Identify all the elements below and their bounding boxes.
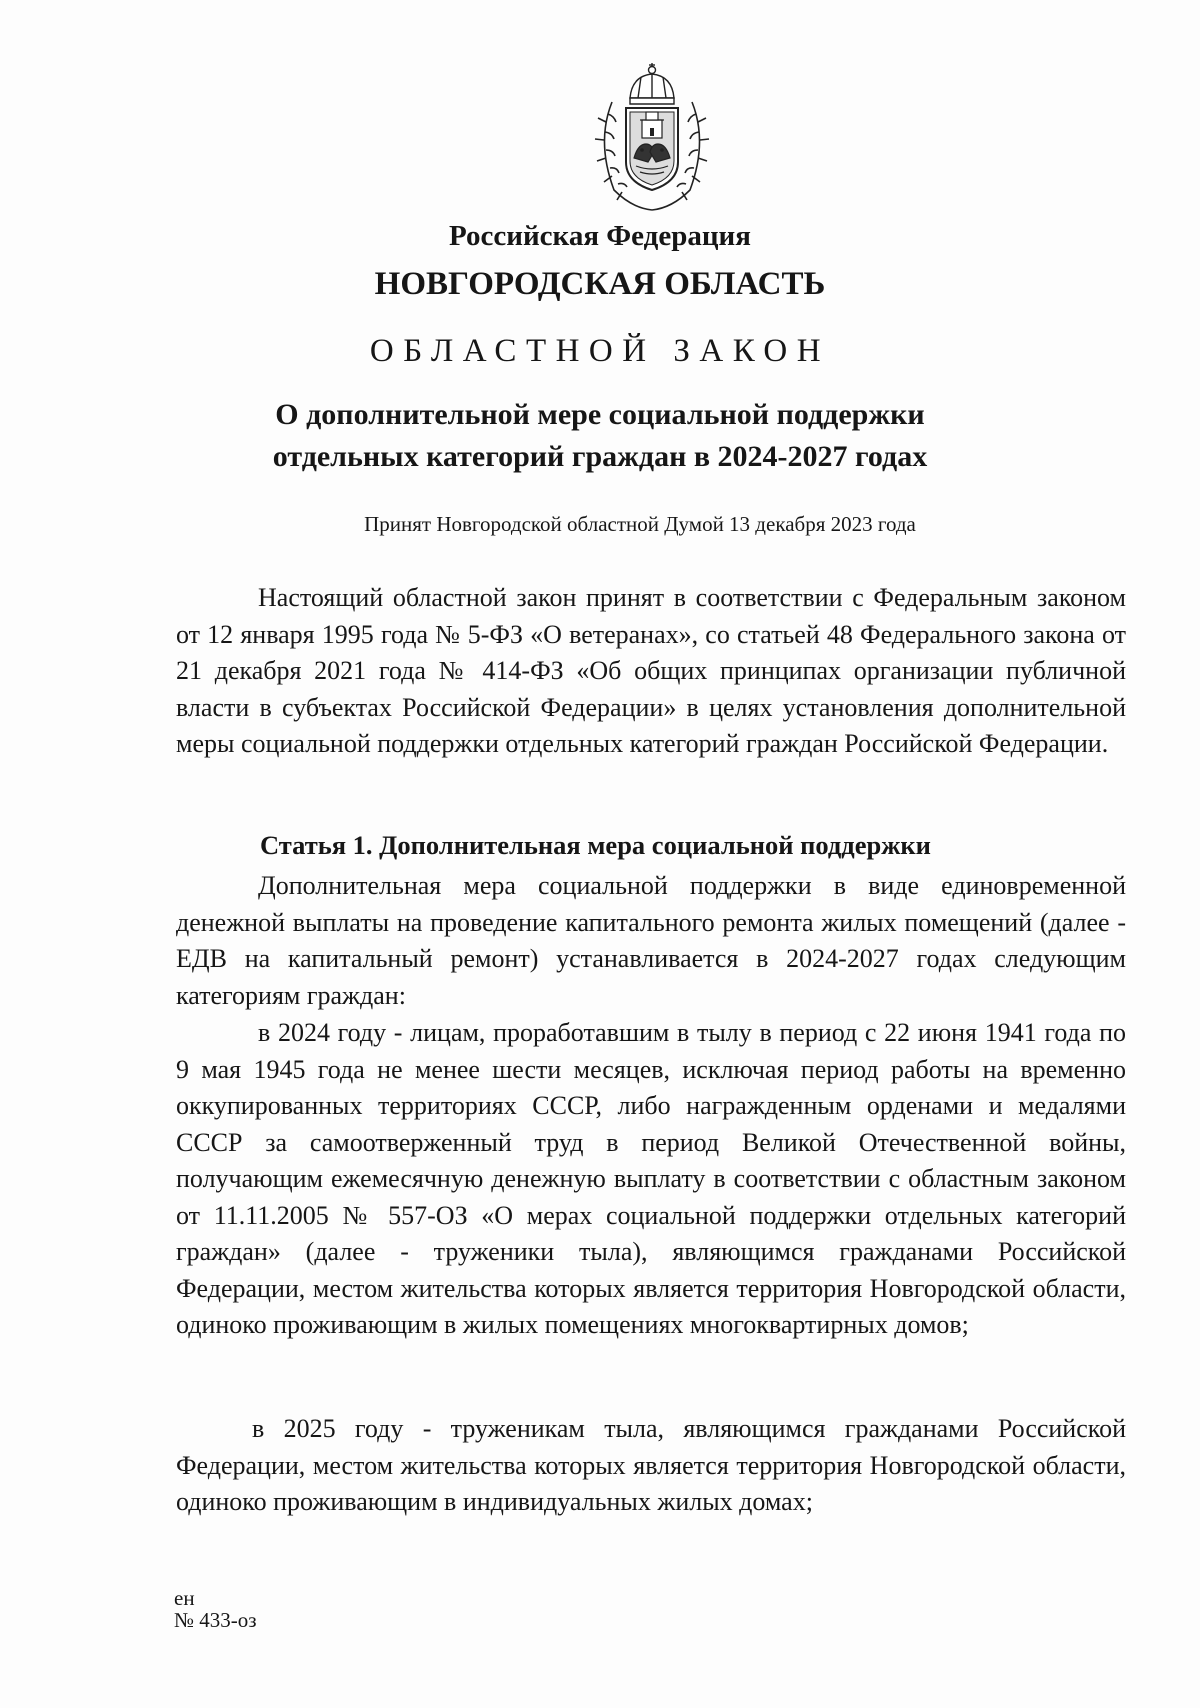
footer-initials: ен [174,1586,195,1610]
article-1-paragraph-1: Дополнительная мера социальной поддержки в виде единовременной денежной выплаты на проведение капитального ремонта жилых помещений (далее - ЕДВ на капитальный ремонт) устанавливается в 2024-2027 годах следующим категориям граждан: [176,871,1126,1010]
law-title-line-2: отдельных категорий граждан в 2024-2027 годах [272,440,928,473]
coat-of-arms-icon [592,62,712,212]
country-name: Российская Федерация [449,220,751,252]
preamble-paragraph: Настоящий областной закон принят в соответствии с Федеральным законом от 12 января 1995 года № 5-ФЗ «О ветеранах», со статьей 48 Федерального закона от 21 декабря 2021 года № 414-ФЗ «Об общих принципах организации публичной власти в субъектах Российской Федерации» в целях установления дополнительной меры социальной поддержки отдельных категорий граждан Российской Федерации. [176,583,1126,758]
law-title-line-1: О дополнительной мере социальной поддержки [275,398,925,431]
footer-code [174,1587,257,1631]
footer-law-number: № 433-оз [174,1608,257,1632]
article-1-heading: Статья 1. Дополнительная мера социальной поддержки [260,830,931,860]
region-name: НОВГОРОДСКАЯ ОБЛАСТЬ [374,266,826,302]
document-type: ОБЛАСТНОЙ ЗАКОН [369,333,831,369]
article-1-paragraph-3: в 2025 году - труженикам тыла, являющимся гражданами Российской Федерации, местом жительства которых является территория Новгородской области, одиноко проживающим в индивидуальных жилых домах; [176,1414,1126,1516]
adoption-note: Принят Новгородской областной Думой 13 декабря 2023 года [364,512,916,536]
article-1-paragraph-2: в 2024 году - лицам, проработавшим в тылу в период с 22 июня 1941 года по 9 мая 1945 года не менее шести месяцев, исключая период работы на временно оккупированных территориях СССР, либо награжденным орденами и медалями СССР за самоотверженный труд в период Великой Отечественной войны, получающим ежемесячную денежную выплату в соответствии с областным законом от 11.11.2005 № 557-ОЗ «О мерах социальной поддержки отдельных категорий граждан» (далее - труженики тыла), являющимся гражданами Российской Федерации, местом жительства которых является территория Новгородской области, одиноко проживающим в жилых помещениях многоквартирных домов; [176,1018,1126,1339]
